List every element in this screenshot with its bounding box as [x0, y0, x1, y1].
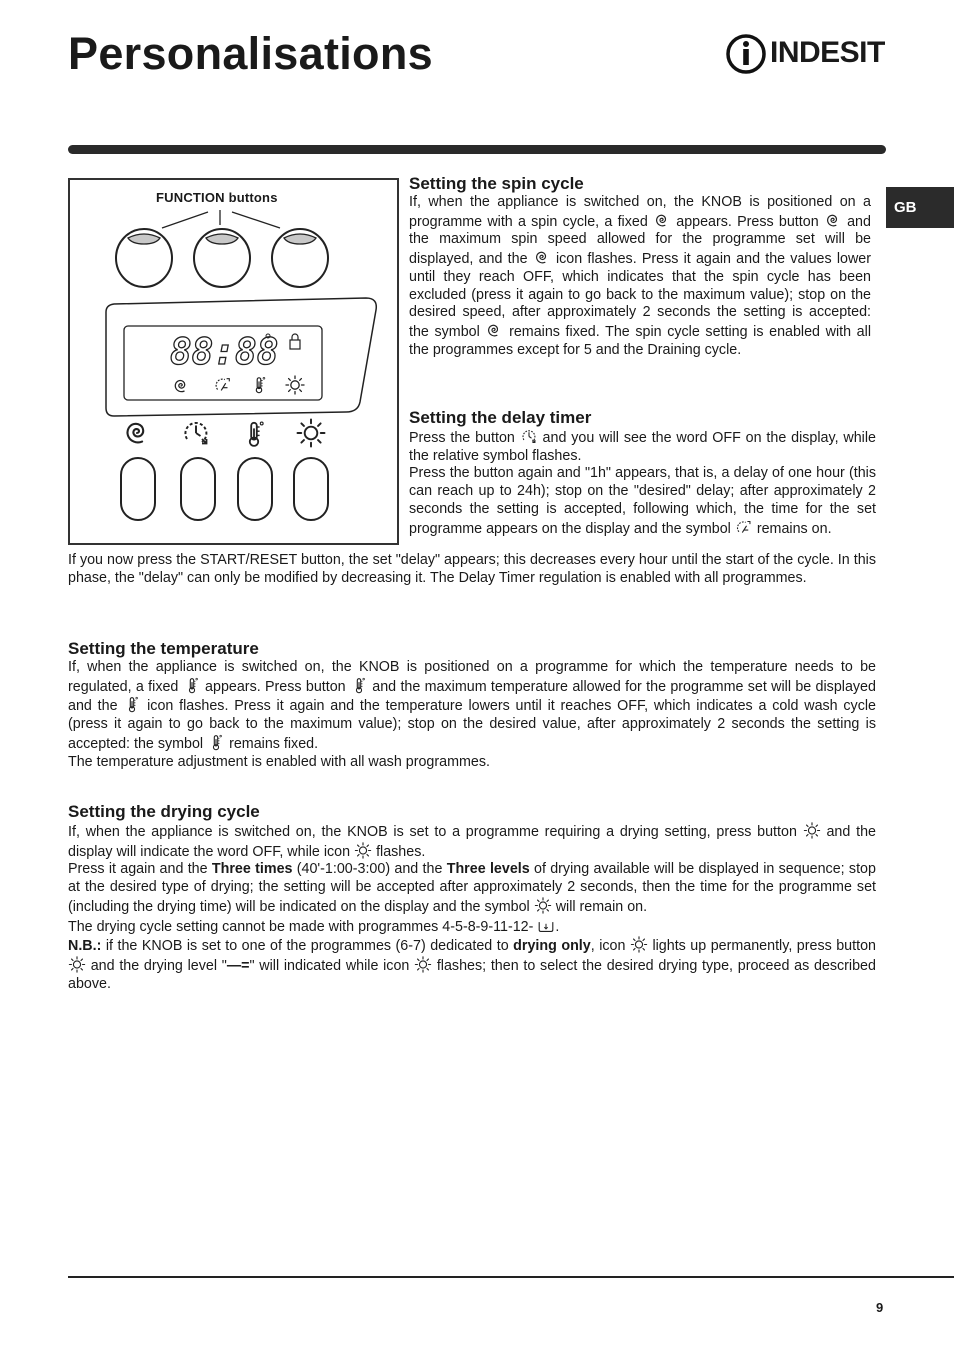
page-number: 9 [876, 1300, 884, 1315]
drying-heading: Setting the drying cycle [68, 802, 260, 821]
drying-sun-icon [414, 956, 432, 973]
brand-logo [726, 32, 888, 76]
footer-divider [68, 1276, 954, 1278]
spin-spiral-icon [533, 249, 551, 266]
drying-sun-icon [803, 822, 821, 839]
delay-heading: Setting the delay timer [409, 408, 592, 427]
header-divider [68, 145, 886, 154]
delay-text-continued: If you now press the START/RESET button, the set "delay" appears; this decreases every hour until the start of the cycle. In this phase, the "delay" can only be modified by decreasing it. The Delay Timer regulation is enabled with all programmes. [68, 552, 876, 586]
spin-spiral-icon [485, 322, 503, 339]
function-button-2 [194, 229, 250, 287]
spin-spiral-icon [824, 212, 842, 229]
lcd-digits: 88:88 [170, 332, 279, 373]
page-title: Personalisations [68, 28, 433, 79]
delay-timer-icon [520, 428, 538, 445]
spin-text: If, when the appliance is switched on, the KNOB is positioned on a programme with a spin cycle, a fixed appears. Press button and the maximum spin speed allowed for the programme set will be displayed, and the icon flashes. Press it again and the values lower until they reach OFF, which indicates that the spin cycle has been excluded (press it again to go back to the maximum value); stop on the desired speed, after approximately 2 seconds the setting is accepted: the symbol remains fixed. The spin cycle setting is enabled with all the programmes except for 5 and the Draining cycle. [409, 194, 872, 358]
spin-button [121, 458, 155, 520]
spin-spiral-icon [128, 424, 144, 443]
drying-text: If, when the appliance is switched on, the KNOB is set to a programme requiring a drying setting, press button and the display will indicate the word OFF, while icon flashes. Press it again and the Three times (40'-1:00-3:00) and the Three levels of drying available will be displayed in sequence; stop at the desired type of drying; the setting will be accepted after approximately 2 seconds, then the time for the programme set (including the drying time) will be indicated on the display and the symbol will remain on. The drying cycle setting cannot be made with programmes 4-5-8-9-11-12- . N.B.: if the KNOB is set to one of the programmes (6-7) dedicated to drying only, icon lights up permanently, press button and the drying level "—=" will indicated while icon flashes; then to select the desired drying type, proceed as described above. [68, 824, 876, 992]
temperature-text: If, when the appliance is switched on, the KNOB is positioned on a programme for which the temperature needs to be regulated, a fixed appears. Press button and the maximum temperature allowed for the programme set will be displayed and the icon flashes. Press it again and the temperature lowers until it reaches OFF, which indicates a cold wash cycle (press it again to go back to the maximum value); stop on the desired value, after approximately 2 seconds the setting is accepted: the symbol remains fixed. The temperature adjustment is enabled with all wash programmes. [68, 659, 876, 770]
drying-sun-icon [630, 936, 648, 953]
drying-level-symbol: —= [226, 957, 250, 974]
tub-drain-icon [537, 917, 555, 934]
temperature-button [238, 458, 272, 520]
function-buttons-label: FUNCTION buttons [156, 190, 278, 205]
thermometer-icon [350, 677, 368, 694]
spin-heading: Setting the spin cycle [409, 174, 584, 193]
delay-button [181, 458, 215, 520]
function-button-1 [116, 229, 172, 287]
drying-sun-icon [68, 956, 86, 973]
delay-timer-icon [185, 423, 206, 444]
function-button-3 [272, 229, 328, 287]
drying-sun-icon [534, 897, 552, 914]
drying-sun-icon [298, 420, 325, 447]
drying-sun-icon [354, 842, 372, 859]
thermometer-icon [250, 422, 263, 446]
brand-name: INDESIT [770, 36, 885, 69]
control-panel-drawing [70, 180, 397, 543]
delay-timer-icon [735, 519, 753, 536]
thermometer-icon [123, 696, 141, 713]
spin-spiral-icon [653, 212, 671, 229]
control-panel-illustration [68, 178, 399, 545]
temperature-heading: Setting the temperature [68, 639, 259, 658]
delay-text: Press the button and you will see the word OFF on the display, while the relative symbol flashes. Press the button again and "1h" appears, that is, a delay of one hour (this can reach up to 24h); stop on the "desired" delay; after approximately 2 seconds the setting is accepted, following which, the time for the set programme appears on the display and the symbol remains on. [409, 430, 876, 537]
drying-button [294, 458, 328, 520]
thermometer-icon [183, 677, 201, 694]
thermometer-icon [207, 734, 225, 751]
language-tab: GB [886, 187, 954, 228]
brand-logo-icon [726, 32, 766, 76]
